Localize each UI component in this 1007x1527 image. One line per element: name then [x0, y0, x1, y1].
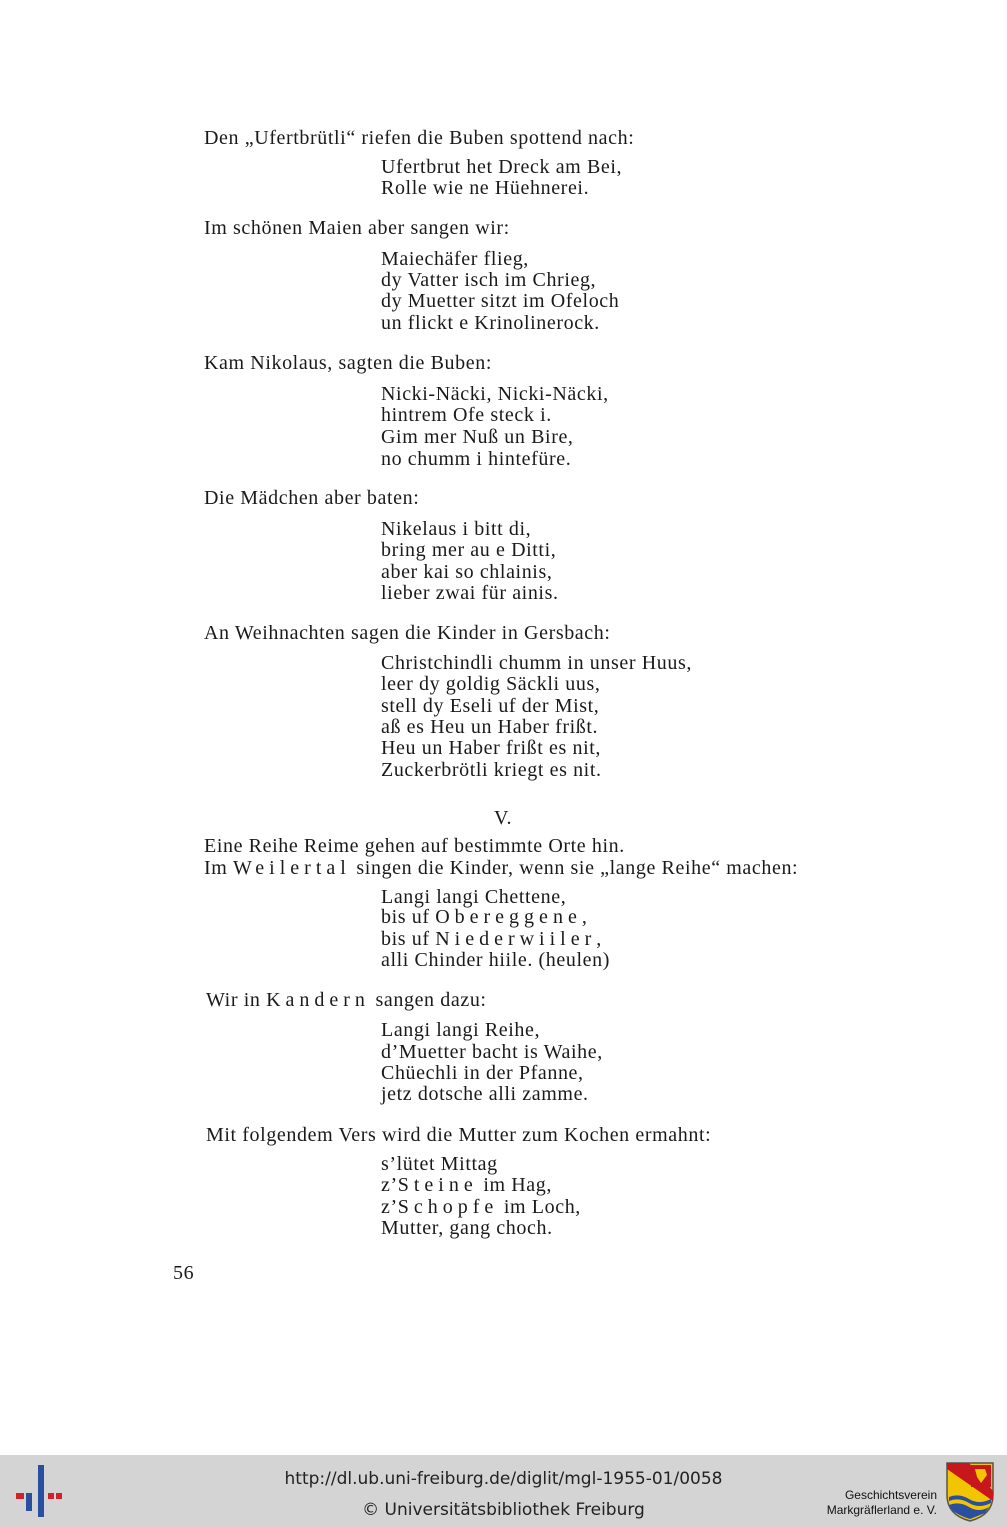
verse-line: Gim mer Nuß un Bire,	[381, 426, 574, 448]
intro-line: An Weihnachten sagen die Kinder in Gersbach:	[204, 622, 611, 644]
verse-line: Langi langi Reihe,	[381, 1019, 541, 1041]
verse-line: dy Vatter isch im Chrieg,	[381, 269, 597, 291]
verse-line: Chüechli in der Pfanne,	[381, 1062, 584, 1084]
footer-url[interactable]: http://dl.ub.uni-freiburg.de/diglit/mgl-1955-01/0058	[284, 1469, 723, 1489]
intro-line: Die Mädchen aber baten:	[204, 487, 420, 509]
society-name-line2: Markgräflerland e. V.	[826, 1503, 937, 1517]
place-name: Weilertal	[233, 857, 351, 879]
verse-line: lieber zwai für ainis.	[381, 582, 559, 604]
page-number: 56	[173, 1262, 195, 1284]
society-name-line1: Geschichtsverein	[844, 1488, 937, 1502]
verse-line: Ufertbrut het Dreck am Bei,	[381, 156, 623, 178]
verse-line: bis uf Niederwiiler,	[381, 928, 602, 950]
verse-line: Mutter, gang choch.	[381, 1217, 553, 1239]
intro-line: Kam Nikolaus, sagten die Buben:	[204, 352, 492, 374]
verse-line: aber kai so chlainis,	[381, 561, 553, 583]
verse-line: Nikelaus i bitt di,	[381, 518, 532, 540]
verse-line: alli Chinder hiile. (heulen)	[381, 949, 610, 971]
footer-bar	[0, 1455, 1007, 1527]
verse-line: bis uf Obereggene,	[381, 906, 588, 928]
intro-line: Den „Ufertbrütli“ riefen die Buben spottend nach:	[204, 127, 635, 149]
intro-line: Im Weilertal singen die Kinder, wenn sie „lange Reihe“ machen:	[204, 857, 799, 879]
verse-line: z’Steine im Hag,	[381, 1174, 552, 1196]
verse-line: s’lütet Mittag	[381, 1153, 498, 1175]
place-name: Obereggene	[435, 906, 582, 928]
verse-line: aß es Heu un Haber frißt.	[381, 716, 599, 738]
coat-of-arms-icon	[945, 1461, 995, 1523]
verse-line: un flickt e Krinolinerock.	[381, 312, 600, 334]
intro-line: Im schönen Maien aber sangen wir:	[204, 217, 510, 239]
section-number: V.	[494, 807, 513, 829]
intro-line: Eine Reihe Reime gehen auf bestimmte Orte hin.	[204, 835, 625, 857]
place-name: Kandern	[266, 989, 370, 1011]
verse-line: hintrem Ofe steck i.	[381, 404, 552, 426]
place-name: Steine	[397, 1174, 478, 1196]
verse-line: dy Muetter sitzt im Ofeloch	[381, 290, 620, 312]
verse-line: Nicki-Näcki, Nicki-Näcki,	[381, 383, 609, 405]
verse-line: stell dy Eseli uf der Mist,	[381, 695, 600, 717]
verse-line: d’Muetter bacht is Waihe,	[381, 1041, 603, 1063]
place-name: Niederwiiler	[435, 928, 597, 950]
footer-copyright: © Universitätsbibliothek Freiburg	[362, 1500, 645, 1520]
verse-line: Rolle wie ne Hüehnerei.	[381, 177, 590, 199]
verse-line: Langi langi Chettene,	[381, 886, 567, 908]
place-name: Schopfe	[397, 1196, 499, 1218]
intro-line: Wir in Kandern sangen dazu:	[206, 989, 487, 1011]
verse-line: Heu un Haber frißt es nit,	[381, 737, 601, 759]
verse-line: bring mer au e Ditti,	[381, 539, 557, 561]
verse-line: no chumm i hintefüre.	[381, 448, 572, 470]
verse-line: Maiechäfer flieg,	[381, 248, 529, 270]
intro-line: Mit folgendem Vers wird die Mutter zum Kochen ermahnt:	[206, 1124, 712, 1146]
verse-line: leer dy goldig Säckli uus,	[381, 673, 601, 695]
verse-line: z’Schopfe im Loch,	[381, 1196, 581, 1218]
verse-line: Zuckerbrötli kriegt es nit.	[381, 759, 602, 781]
verse-line: jetz dotsche alli zamme.	[381, 1083, 589, 1105]
verse-line: Christchindli chumm in unser Huus,	[381, 652, 692, 674]
